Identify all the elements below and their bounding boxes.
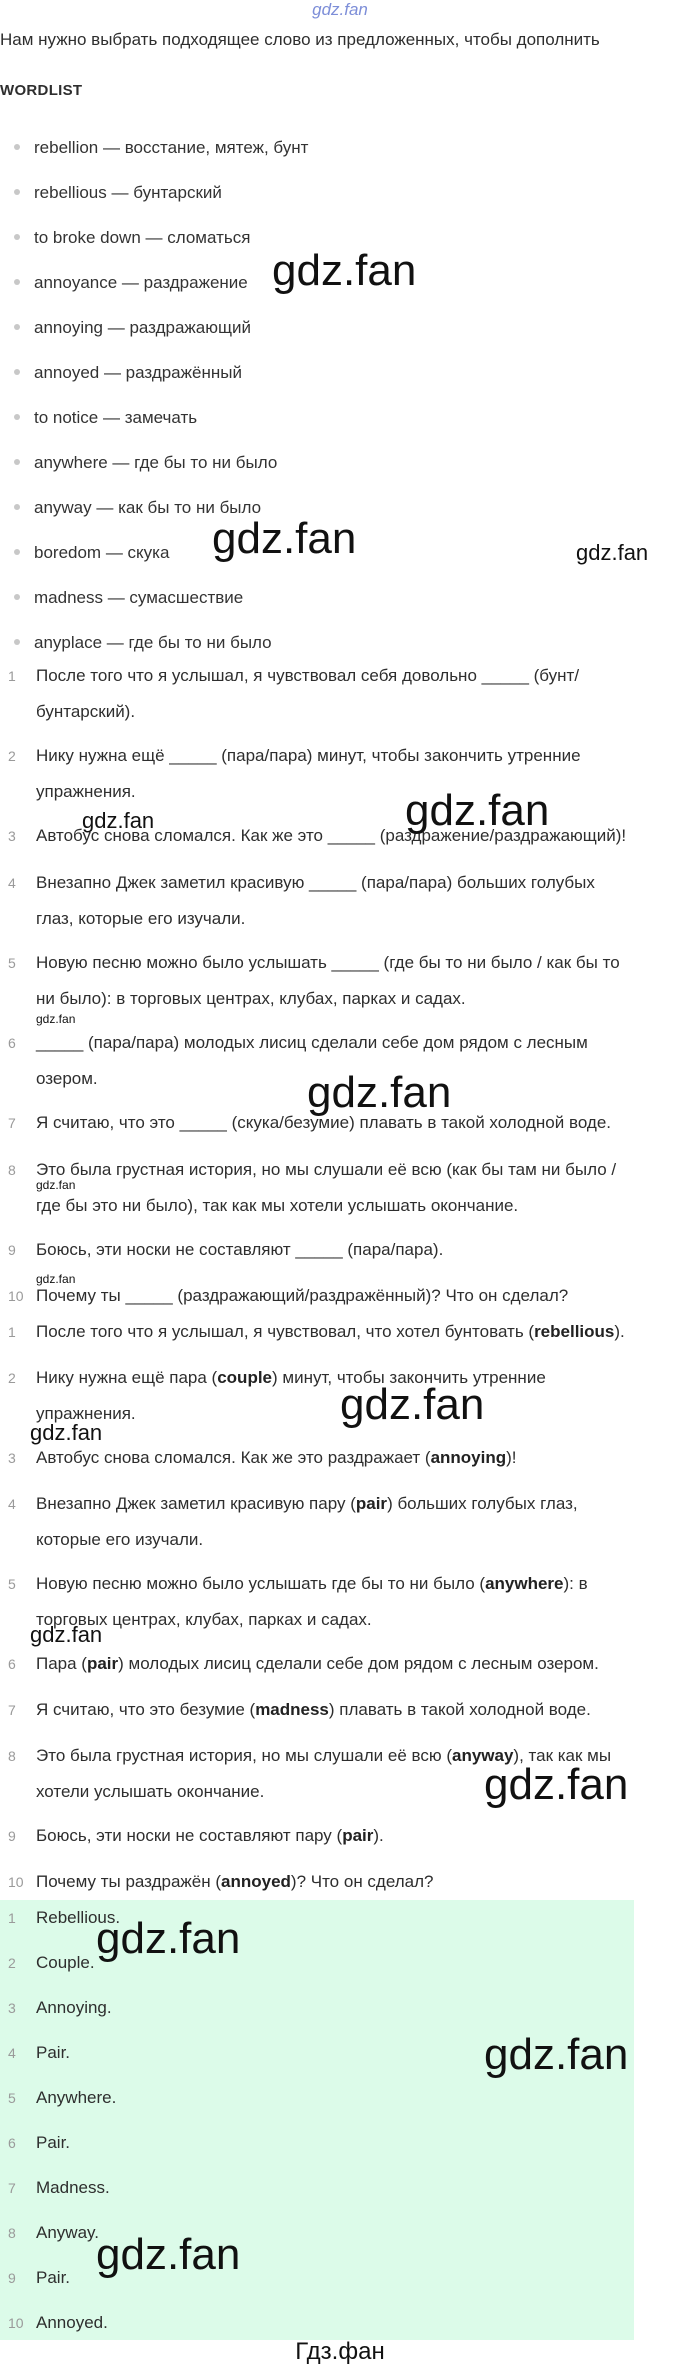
- item-number: 9: [8, 1828, 16, 1844]
- footer-logo[interactable]: Гдз.фан: [295, 2338, 385, 2365]
- answer-word: anyway: [451, 1746, 514, 1765]
- item-number: 5: [8, 2090, 16, 2106]
- wordlist-item: anyway — как бы то ни было: [14, 496, 261, 520]
- wordlist-item: to broke down — сломаться: [14, 226, 250, 250]
- item-number: 4: [8, 2045, 16, 2061]
- item-number: 5: [8, 955, 16, 971]
- watermark: gdz.fan: [484, 1760, 629, 1809]
- item-number: 10: [8, 1288, 24, 1304]
- bullet-icon: [14, 324, 20, 330]
- answer-word: madness: [255, 1700, 329, 1719]
- item-number: 2: [8, 1370, 16, 1386]
- item-number: 9: [8, 1242, 16, 1258]
- item-number: 7: [8, 1702, 16, 1718]
- wordlist-item: anyplace — где бы то ни было: [14, 631, 272, 655]
- answer-word: pair: [342, 1826, 374, 1845]
- item-number: 3: [8, 2000, 16, 2016]
- bullet-icon: [14, 234, 20, 240]
- wordlist-item: rebellion — восстание, мятеж, бунт: [14, 136, 308, 160]
- watermark: gdz.fan: [307, 1068, 452, 1117]
- answer-word: pair: [86, 1654, 119, 1673]
- item-number: 8: [8, 1748, 16, 1764]
- item-number: 7: [8, 2180, 16, 2196]
- item-number: 1: [8, 668, 16, 684]
- watermark: gdz.fan: [30, 1420, 103, 1445]
- wordlist-title: WORDLIST: [0, 82, 83, 99]
- watermark: gdz.fan: [212, 514, 357, 563]
- item-number: 6: [8, 1035, 16, 1051]
- watermark: gdz.fan: [340, 1380, 485, 1429]
- bullet-icon: [14, 549, 20, 555]
- item-number: 2: [8, 748, 16, 764]
- item-number: 8: [8, 1162, 16, 1178]
- wordlist-item: madness — сумасшествие: [14, 586, 243, 610]
- wordlist-item: rebellious — бунтарский: [14, 181, 222, 205]
- watermark: gdz.fan: [82, 808, 155, 833]
- bullet-icon: [14, 639, 20, 645]
- bullet-icon: [14, 459, 20, 465]
- item-number: 10: [8, 2315, 24, 2331]
- answer-word: rebellious: [534, 1322, 615, 1341]
- item-number: 10: [8, 1874, 24, 1890]
- watermark: gdz.fan: [30, 1622, 103, 1647]
- answer-word: couple: [217, 1368, 273, 1387]
- item-number: 5: [8, 1576, 16, 1592]
- answer-word: anywhere: [485, 1574, 564, 1593]
- item-number: 6: [8, 2135, 16, 2151]
- bullet-icon: [14, 504, 20, 510]
- wordlist-item: annoyance — раздражение: [14, 271, 248, 295]
- watermark: gdz.fan: [272, 246, 417, 295]
- item-number: 1: [8, 1324, 16, 1340]
- watermark: gdz.fan: [36, 1272, 76, 1286]
- answer-word: annoyed: [221, 1872, 291, 1891]
- wordlist-item: annoyed — раздражённый: [14, 361, 242, 385]
- item-number: 4: [8, 1496, 16, 1512]
- bullet-icon: [14, 594, 20, 600]
- answer-word: pair: [355, 1494, 388, 1513]
- watermark: gdz.fan: [36, 1012, 76, 1026]
- watermark: gdz.fan: [96, 2230, 241, 2279]
- item-number: 4: [8, 875, 16, 891]
- item-number: 1: [8, 1910, 16, 1926]
- wordlist-item: boredom — скука: [14, 541, 169, 565]
- watermark: gdz.fan: [484, 2030, 629, 2079]
- bullet-icon: [14, 414, 20, 420]
- watermark: gdz.fan: [36, 1178, 76, 1192]
- watermark: gdz.fan: [96, 1914, 241, 1963]
- wordlist-item: to notice — замечать: [14, 406, 197, 430]
- intro-text: Нам нужно выбрать подходящее слово из предложенных, чтобы дополнить: [0, 30, 600, 49]
- bullet-icon: [14, 369, 20, 375]
- answer-word: annoying: [430, 1448, 507, 1467]
- bullet-icon: [14, 279, 20, 285]
- header-logo[interactable]: gdz.fan: [312, 0, 368, 19]
- item-number: 6: [8, 1656, 16, 1672]
- watermark: gdz.fan: [405, 786, 550, 835]
- item-number: 2: [8, 1955, 16, 1971]
- wordlist-item: anywhere — где бы то ни было: [14, 451, 277, 475]
- item-number: 7: [8, 1115, 16, 1131]
- item-number: 8: [8, 2225, 16, 2241]
- bullet-icon: [14, 189, 20, 195]
- wordlist-item: annoying — раздражающий: [14, 316, 251, 340]
- item-number: 3: [8, 828, 16, 844]
- item-number: 3: [8, 1450, 16, 1466]
- item-number: 9: [8, 2270, 16, 2286]
- watermark: gdz.fan: [576, 540, 649, 565]
- bullet-icon: [14, 144, 20, 150]
